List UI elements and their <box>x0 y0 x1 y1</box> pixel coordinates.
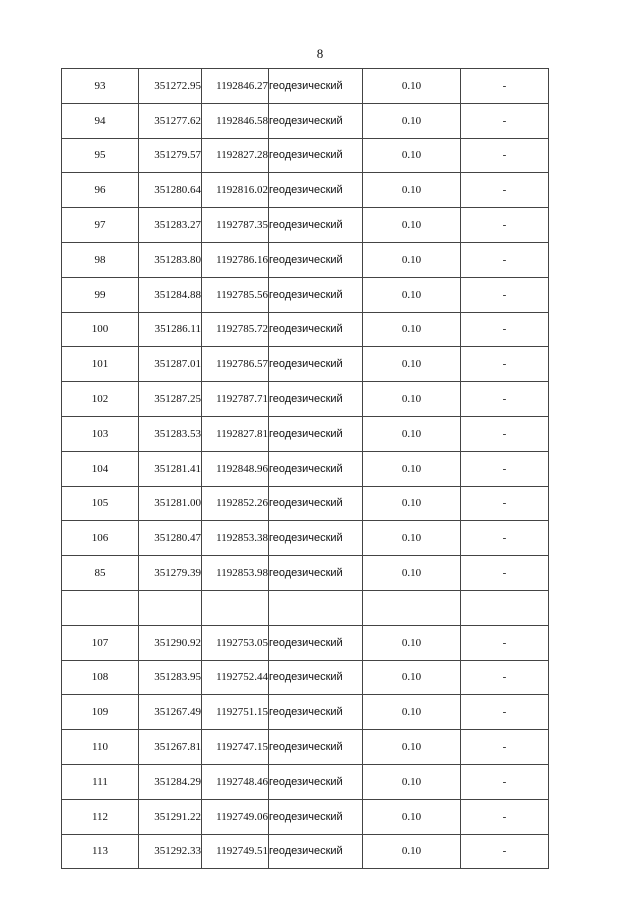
point-number-cell: 93 <box>62 69 139 104</box>
point-number-cell: 111 <box>62 764 139 799</box>
point-number-cell: 105 <box>62 486 139 521</box>
note-cell: - <box>461 382 549 417</box>
method-cell: геодезический <box>269 103 363 138</box>
table-row <box>62 347 549 382</box>
table-row <box>62 486 549 521</box>
accuracy-cell: 0.10 <box>363 208 461 243</box>
x-coordinate-cell: 351290.92 <box>139 625 202 660</box>
note-cell: - <box>461 103 549 138</box>
y-coordinate-cell: 1192785.72 <box>202 312 269 347</box>
note-cell: - <box>461 416 549 451</box>
note-cell <box>461 590 549 625</box>
point-number-cell: 100 <box>62 312 139 347</box>
point-number-cell: 96 <box>62 173 139 208</box>
point-number-cell: 95 <box>62 138 139 173</box>
point-number-cell: 108 <box>62 660 139 695</box>
accuracy-cell <box>363 590 461 625</box>
table-row <box>62 660 549 695</box>
note-cell: - <box>461 138 549 173</box>
table-row <box>62 695 549 730</box>
accuracy-cell: 0.10 <box>363 521 461 556</box>
accuracy-cell: 0.10 <box>363 660 461 695</box>
point-number-cell: 97 <box>62 208 139 243</box>
x-coordinate-cell: 351280.64 <box>139 173 202 208</box>
y-coordinate-cell: 1192748.46 <box>202 764 269 799</box>
method-cell: геодезический <box>269 242 363 277</box>
table-row <box>62 138 549 173</box>
table-row <box>62 556 549 591</box>
y-coordinate-cell: 1192846.58 <box>202 103 269 138</box>
method-cell: геодезический <box>269 660 363 695</box>
y-coordinate-cell: 1192749.51 <box>202 834 269 869</box>
x-coordinate-cell: 351287.01 <box>139 347 202 382</box>
note-cell: - <box>461 764 549 799</box>
method-cell: геодезический <box>269 556 363 591</box>
accuracy-cell: 0.10 <box>363 242 461 277</box>
table-row <box>62 764 549 799</box>
method-cell: геодезический <box>269 451 363 486</box>
y-coordinate-cell: 1192848.96 <box>202 451 269 486</box>
method-cell: геодезический <box>269 625 363 660</box>
point-number-cell <box>62 590 139 625</box>
accuracy-cell: 0.10 <box>363 416 461 451</box>
x-coordinate-cell: 351283.53 <box>139 416 202 451</box>
point-number-cell: 113 <box>62 834 139 869</box>
note-cell: - <box>461 521 549 556</box>
accuracy-cell: 0.10 <box>363 486 461 521</box>
table-row <box>62 799 549 834</box>
note-cell: - <box>461 312 549 347</box>
note-cell: - <box>461 695 549 730</box>
x-coordinate-cell: 351279.57 <box>139 138 202 173</box>
accuracy-cell: 0.10 <box>363 625 461 660</box>
y-coordinate-cell: 1192786.57 <box>202 347 269 382</box>
y-coordinate-cell: 1192852.26 <box>202 486 269 521</box>
accuracy-cell: 0.10 <box>363 730 461 765</box>
note-cell: - <box>461 660 549 695</box>
note-cell: - <box>461 347 549 382</box>
method-cell <box>269 590 363 625</box>
x-coordinate-cell: 351283.27 <box>139 208 202 243</box>
note-cell: - <box>461 242 549 277</box>
note-cell: - <box>461 486 549 521</box>
accuracy-cell: 0.10 <box>363 347 461 382</box>
method-cell: геодезический <box>269 486 363 521</box>
method-cell: геодезический <box>269 416 363 451</box>
y-coordinate-cell <box>202 590 269 625</box>
table-row <box>62 730 549 765</box>
table-row <box>62 834 549 869</box>
table-row <box>62 208 549 243</box>
point-number-cell: 110 <box>62 730 139 765</box>
note-cell: - <box>461 208 549 243</box>
y-coordinate-cell: 1192787.71 <box>202 382 269 417</box>
point-number-cell: 103 <box>62 416 139 451</box>
point-number-cell: 102 <box>62 382 139 417</box>
accuracy-cell: 0.10 <box>363 277 461 312</box>
method-cell: геодезический <box>269 764 363 799</box>
y-coordinate-cell: 1192827.28 <box>202 138 269 173</box>
x-coordinate-cell: 351267.81 <box>139 730 202 765</box>
accuracy-cell: 0.10 <box>363 138 461 173</box>
x-coordinate-cell: 351284.29 <box>139 764 202 799</box>
point-number-cell: 99 <box>62 277 139 312</box>
x-coordinate-cell: 351281.00 <box>139 486 202 521</box>
point-number-cell: 85 <box>62 556 139 591</box>
y-coordinate-cell: 1192816.02 <box>202 173 269 208</box>
y-coordinate-cell: 1192846.27 <box>202 69 269 104</box>
note-cell: - <box>461 730 549 765</box>
method-cell: геодезический <box>269 695 363 730</box>
y-coordinate-cell: 1192752.44 <box>202 660 269 695</box>
point-number-cell: 94 <box>62 103 139 138</box>
note-cell: - <box>461 277 549 312</box>
x-coordinate-cell: 351283.95 <box>139 660 202 695</box>
table-row <box>62 69 549 104</box>
accuracy-cell: 0.10 <box>363 103 461 138</box>
x-coordinate-cell: 351277.62 <box>139 103 202 138</box>
x-coordinate-cell: 351291.22 <box>139 799 202 834</box>
method-cell: геодезический <box>269 138 363 173</box>
y-coordinate-cell: 1192749.06 <box>202 799 269 834</box>
accuracy-cell: 0.10 <box>363 695 461 730</box>
method-cell: геодезический <box>269 277 363 312</box>
point-number-cell: 101 <box>62 347 139 382</box>
y-coordinate-cell: 1192747.15 <box>202 730 269 765</box>
y-coordinate-cell: 1192853.38 <box>202 521 269 556</box>
table-row <box>62 242 549 277</box>
x-coordinate-cell: 351283.80 <box>139 242 202 277</box>
accuracy-cell: 0.10 <box>363 556 461 591</box>
table-row <box>62 451 549 486</box>
method-cell: геодезический <box>269 173 363 208</box>
accuracy-cell: 0.10 <box>363 799 461 834</box>
method-cell: геодезический <box>269 69 363 104</box>
table-row <box>62 590 549 625</box>
coordinates-table-body <box>62 69 549 869</box>
y-coordinate-cell: 1192787.35 <box>202 208 269 243</box>
note-cell: - <box>461 173 549 208</box>
method-cell: геодезический <box>269 730 363 765</box>
x-coordinate-cell <box>139 590 202 625</box>
y-coordinate-cell: 1192751.15 <box>202 695 269 730</box>
table-row <box>62 103 549 138</box>
note-cell: - <box>461 451 549 486</box>
table-row <box>62 521 549 556</box>
x-coordinate-cell: 351267.49 <box>139 695 202 730</box>
point-number-cell: 106 <box>62 521 139 556</box>
x-coordinate-cell: 351287.25 <box>139 382 202 417</box>
x-coordinate-cell: 351284.88 <box>139 277 202 312</box>
x-coordinate-cell: 351280.47 <box>139 521 202 556</box>
page-number: 8 <box>316 46 324 61</box>
table-row <box>62 173 549 208</box>
y-coordinate-cell: 1192827.81 <box>202 416 269 451</box>
accuracy-cell: 0.10 <box>363 382 461 417</box>
x-coordinate-cell: 351286.11 <box>139 312 202 347</box>
note-cell: - <box>461 69 549 104</box>
accuracy-cell: 0.10 <box>363 69 461 104</box>
y-coordinate-cell: 1192853.98 <box>202 556 269 591</box>
point-number-cell: 109 <box>62 695 139 730</box>
method-cell: геодезический <box>269 799 363 834</box>
point-number-cell: 104 <box>62 451 139 486</box>
accuracy-cell: 0.10 <box>363 312 461 347</box>
x-coordinate-cell: 351281.41 <box>139 451 202 486</box>
note-cell: - <box>461 625 549 660</box>
note-cell: - <box>461 799 549 834</box>
table-row <box>62 382 549 417</box>
accuracy-cell: 0.10 <box>363 173 461 208</box>
point-number-cell: 107 <box>62 625 139 660</box>
table-row <box>62 312 549 347</box>
x-coordinate-cell: 351292.33 <box>139 834 202 869</box>
table-row <box>62 277 549 312</box>
note-cell: - <box>461 556 549 591</box>
y-coordinate-cell: 1192786.16 <box>202 242 269 277</box>
method-cell: геодезический <box>269 347 363 382</box>
method-cell: геодезический <box>269 834 363 869</box>
method-cell: геодезический <box>269 382 363 417</box>
accuracy-cell: 0.10 <box>363 834 461 869</box>
table-row <box>62 625 549 660</box>
accuracy-cell: 0.10 <box>363 451 461 486</box>
method-cell: геодезический <box>269 208 363 243</box>
coordinates-table <box>61 68 549 869</box>
note-cell: - <box>461 834 549 869</box>
point-number-cell: 112 <box>62 799 139 834</box>
y-coordinate-cell: 1192785.56 <box>202 277 269 312</box>
x-coordinate-cell: 351279.39 <box>139 556 202 591</box>
method-cell: геодезический <box>269 521 363 556</box>
table-row <box>62 416 549 451</box>
accuracy-cell: 0.10 <box>363 764 461 799</box>
y-coordinate-cell: 1192753.05 <box>202 625 269 660</box>
method-cell: геодезический <box>269 312 363 347</box>
x-coordinate-cell: 351272.95 <box>139 69 202 104</box>
point-number-cell: 98 <box>62 242 139 277</box>
